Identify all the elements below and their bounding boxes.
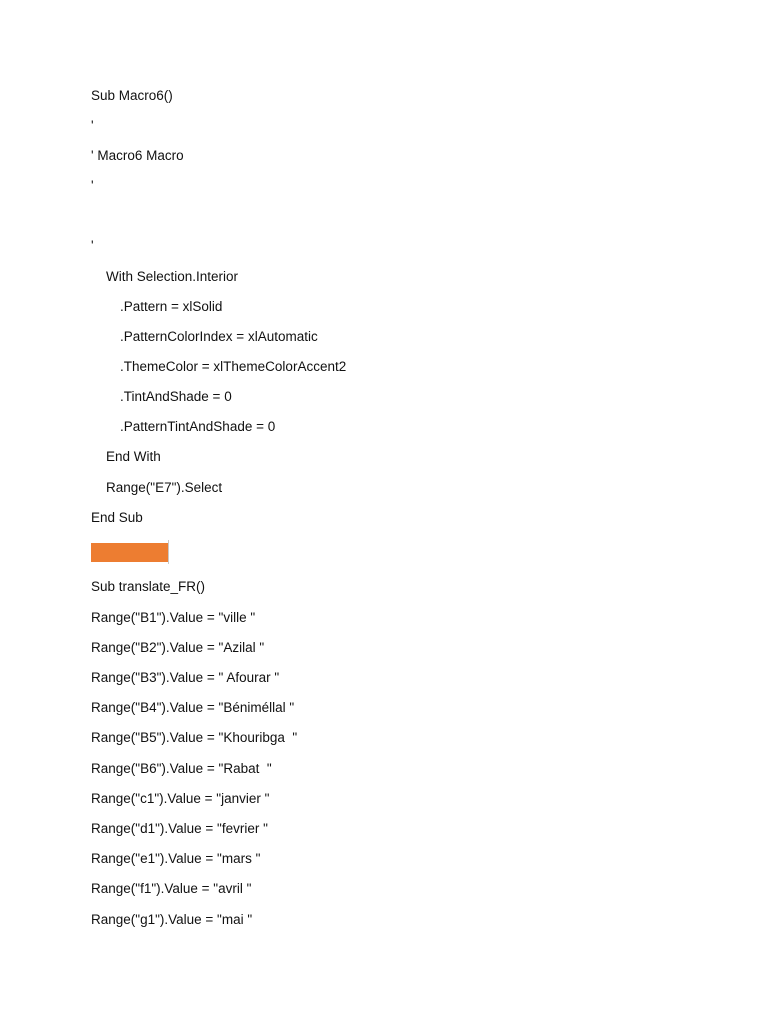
code-line: Range("c1").Value = "janvier " xyxy=(91,791,270,806)
code-line: ' xyxy=(91,178,94,193)
code-line: Sub translate_FR() xyxy=(91,579,206,594)
code-line: Range("d1").Value = "fevrier " xyxy=(91,821,268,836)
code-line: Range("g1").Value = "mai " xyxy=(91,912,253,927)
code-line: Sub Macro6() xyxy=(91,88,173,103)
code-line: With Selection.Interior xyxy=(106,269,239,284)
code-line: Range("B2").Value = "Azilal " xyxy=(91,640,265,655)
code-line: Range("B6").Value = "Rabat " xyxy=(91,761,272,776)
code-line: Range("B5").Value = "Khouribga " xyxy=(91,730,298,745)
code-line: Range("B3").Value = " Afourar " xyxy=(91,670,280,685)
code-line: Range("B1").Value = "ville " xyxy=(91,610,256,625)
code-line: Range("e1").Value = "mars " xyxy=(91,851,261,866)
text-cursor-mark xyxy=(168,540,169,564)
code-line: ' xyxy=(91,238,94,253)
code-line: Range("f1").Value = "avril " xyxy=(91,881,252,896)
code-line: .Pattern = xlSolid xyxy=(120,299,223,314)
code-line: End With xyxy=(106,449,161,464)
code-line: Range("B4").Value = "Béniméllal " xyxy=(91,700,295,715)
code-line: .PatternTintAndShade = 0 xyxy=(120,419,276,434)
code-line: .PatternColorIndex = xlAutomatic xyxy=(120,329,318,344)
code-line: .ThemeColor = xlThemeColorAccent2 xyxy=(120,359,347,374)
orange-highlight-block xyxy=(91,543,169,562)
code-line: ' Macro6 Macro xyxy=(91,148,184,163)
code-line: ' xyxy=(91,118,94,133)
code-line: Range("E7").Select xyxy=(106,480,223,495)
code-line: End Sub xyxy=(91,510,143,525)
code-line: .TintAndShade = 0 xyxy=(120,389,232,404)
